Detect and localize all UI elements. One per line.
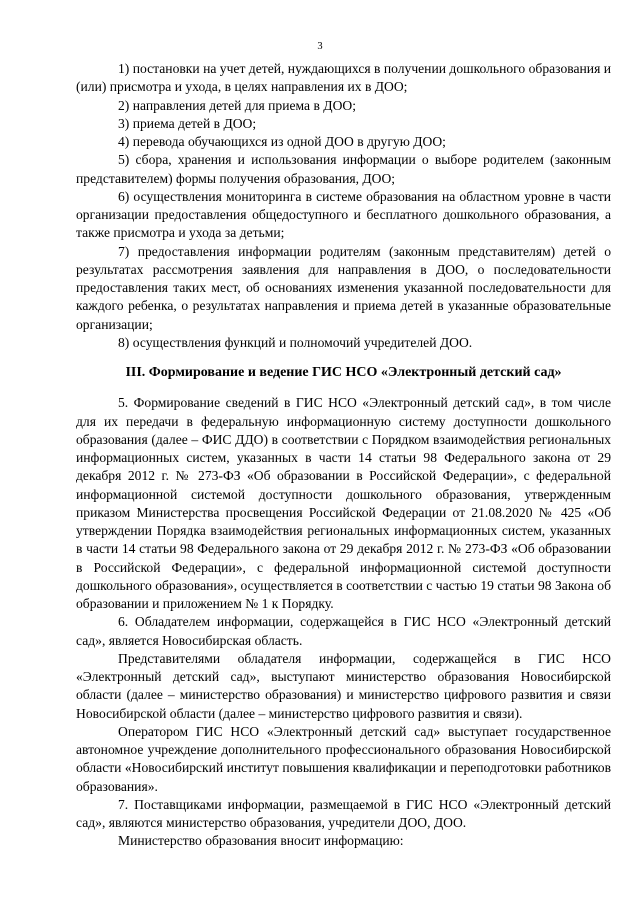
list-item: 4) перевода обучающихся из одной ДОО в другую ДОО; (118, 134, 446, 149)
paragraph: Министерство образования вносит информацию: (118, 833, 404, 849)
list-item: 8) осуществления функций и полномочий учредителей ДОО. (118, 334, 473, 350)
list-item: 6) осуществления мониторинга в системе образования на областном уровне в части организации предоставления общедоступного и бесплатного дошкольного образования, а также присмотра и ухода за детьми; (76, 188, 611, 241)
list-item: 5) сбора, хранения и использования информации о выборе родителем (законным представителем) формы получения образования, ДОО; (76, 152, 611, 186)
paragraph: Представителями обладателя информации, содержащейся в ГИС НСО «Электронный детский сад», выступают министерство образования Новосибирской области (далее – министерство образования) и министерство цифрового развития и связи Новосибирской области (далее – министерство цифрового развития и связи). (76, 650, 611, 721)
paragraph: Оператором ГИС НСО «Электронный детский сад» выступает государственное автономное учреждение дополнительного профессионального образования Новосибирской области «Новосибирский институт повышения квалификации и переподготовки работников образования». (76, 723, 611, 794)
paragraph: 6. Обладателем информации, содержащейся в ГИС НСО «Электронный детский сад», является Новосибирская область. (76, 614, 611, 648)
list-item: 1) постановки на учет детей, нуждающихся в получении дошкольного образования и (или) присмотра и ухода, в целях направления их в ДОО; (76, 61, 611, 95)
list-item: 3) приема детей в ДОО; (118, 115, 257, 131)
list-item: 2) направления детей для приема в ДОО; (118, 97, 356, 113)
section-heading: III. Формирование и ведение ГИС НСО «Электронный детский сад» (125, 365, 562, 380)
paragraph: 7. Поставщиками информации, размещаемой в ГИС НСО «Электронный детский сад», являются министерство образования, учредители ДОО, ДОО. (76, 796, 611, 830)
document-body (76, 60, 611, 851)
paragraph: 5. Формирование сведений в ГИС НСО «Электронный детский сад», в том числе для их передачи в федеральную информационную систему доступности дошкольного образования (далее – ФИС ДДО) в соответствии с Порядком взаимодействия региональных информационных систем, указанных в части 14 статьи 98 Федерального закона от 29 декабря 2012 г. № 273-ФЗ «Об образовании в Российской Федерации», с федеральной информационной системой доступности дошкольного образования, утвержденным приказом Министерства просвещения Российской Федерации от 21.08.2020 № 425 «Об утверждении Порядка взаимодействия региональных информационных систем, указанных в части 14 статьи 98 Федерального закона от 29 декабря 2012 г. № 273-ФЗ «Об образовании в Российской Федерации», с федеральной информационной системой доступности дошкольного образования», осуществляется в соответствии с частью 19 статьи 98 Закона об образовании и приложением № 1 к Порядку. (76, 395, 611, 611)
page-number: 3 (317, 41, 323, 52)
list-item: 7) предоставления информации родителям (законным представителям) детей о результатах рассмотрения заявления для направления в ДОО, о последовательности предоставления таких мест, об основаниях изменения указанной последовательности для каждого ребенка, о результатах направления и приема детей в указанные образовательные организации; (76, 243, 611, 332)
